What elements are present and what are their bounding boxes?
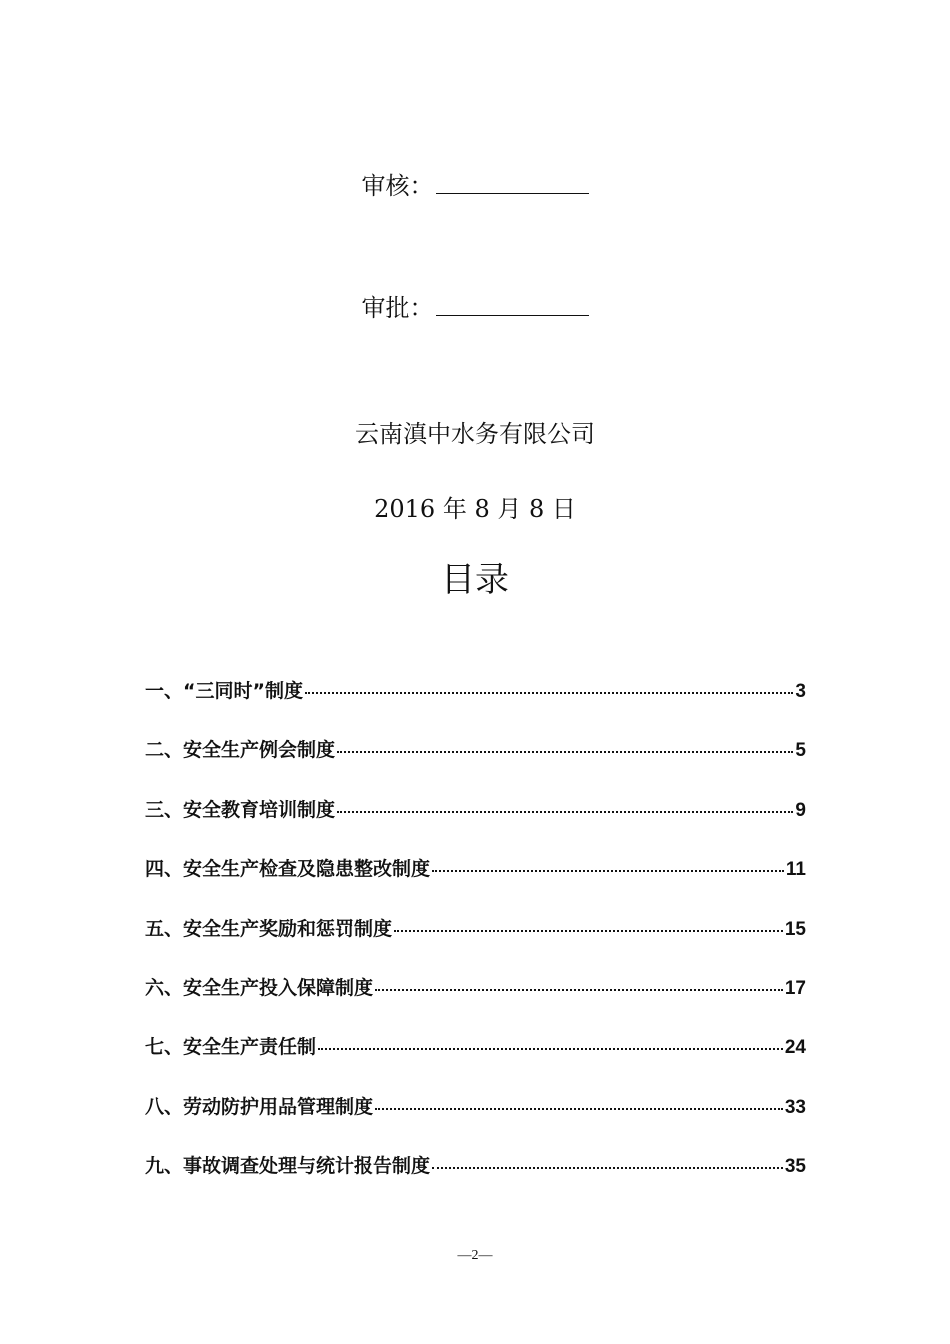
- toc-item-title: 二、安全生产例会制度: [145, 739, 336, 762]
- toc-leader-dots: [432, 1167, 783, 1169]
- toc-item-title: 四、安全生产检查及隐患整改制度: [145, 858, 431, 881]
- document-date: 2016 年 8 月 8 日: [374, 495, 576, 523]
- toc-item-page: 24: [784, 1037, 806, 1059]
- toc-item[interactable]: [145, 795, 806, 854]
- toc-item-title: 五、安全生产奖励和惩罚制度: [145, 917, 393, 940]
- table-of-contents: [145, 676, 806, 1211]
- toc-item-title: 八、劳动防护用品管理制度: [145, 1095, 374, 1118]
- review-signature-row: [0, 166, 950, 201]
- approve-label: 审批：: [361, 294, 434, 322]
- review-label: 审核：: [361, 172, 434, 200]
- toc-item-page: 33: [784, 1096, 806, 1118]
- toc-leader-dots: [375, 1108, 783, 1110]
- toc-item-page: 5: [795, 740, 806, 762]
- approve-signature-row: [0, 288, 950, 323]
- page-number: —2—: [457, 1248, 493, 1263]
- toc-leader-dots: [318, 1048, 783, 1050]
- toc-title: 目录: [441, 560, 509, 600]
- toc-item[interactable]: [145, 1032, 806, 1091]
- toc-item-page: 3: [795, 681, 806, 702]
- toc-leader-dots: [394, 930, 783, 932]
- toc-leader-dots: [337, 751, 793, 753]
- toc-leader-dots: [337, 811, 793, 813]
- toc-item[interactable]: [145, 1092, 806, 1151]
- toc-item-title: 七、安全生产责任制: [145, 1036, 317, 1059]
- toc-item-title: 一、“三同时”制度: [145, 680, 303, 702]
- toc-item[interactable]: [145, 676, 806, 735]
- toc-leader-dots: [375, 989, 783, 991]
- toc-item-page: 15: [784, 918, 806, 940]
- toc-item[interactable]: [145, 854, 806, 913]
- toc-item[interactable]: [145, 735, 806, 794]
- company-name: 云南滇中水务有限公司: [355, 420, 595, 448]
- toc-item[interactable]: [145, 973, 806, 1032]
- approve-signature-line: [436, 289, 589, 316]
- toc-item-title: 六、安全生产投入保障制度: [145, 976, 374, 999]
- toc-item[interactable]: [145, 1151, 806, 1210]
- toc-item-page: 17: [784, 977, 806, 999]
- toc-item-page: 9: [795, 799, 806, 821]
- toc-leader-dots: [432, 870, 784, 872]
- toc-leader-dots: [305, 692, 793, 694]
- toc-item-title: 九、事故调查处理与统计报告制度: [145, 1155, 431, 1178]
- toc-item[interactable]: [145, 914, 806, 973]
- toc-item-page: 35: [784, 1156, 806, 1178]
- toc-item-title: 三、安全教育培训制度: [145, 798, 336, 821]
- toc-item-page: 11: [785, 859, 806, 881]
- review-signature-line: [436, 167, 589, 194]
